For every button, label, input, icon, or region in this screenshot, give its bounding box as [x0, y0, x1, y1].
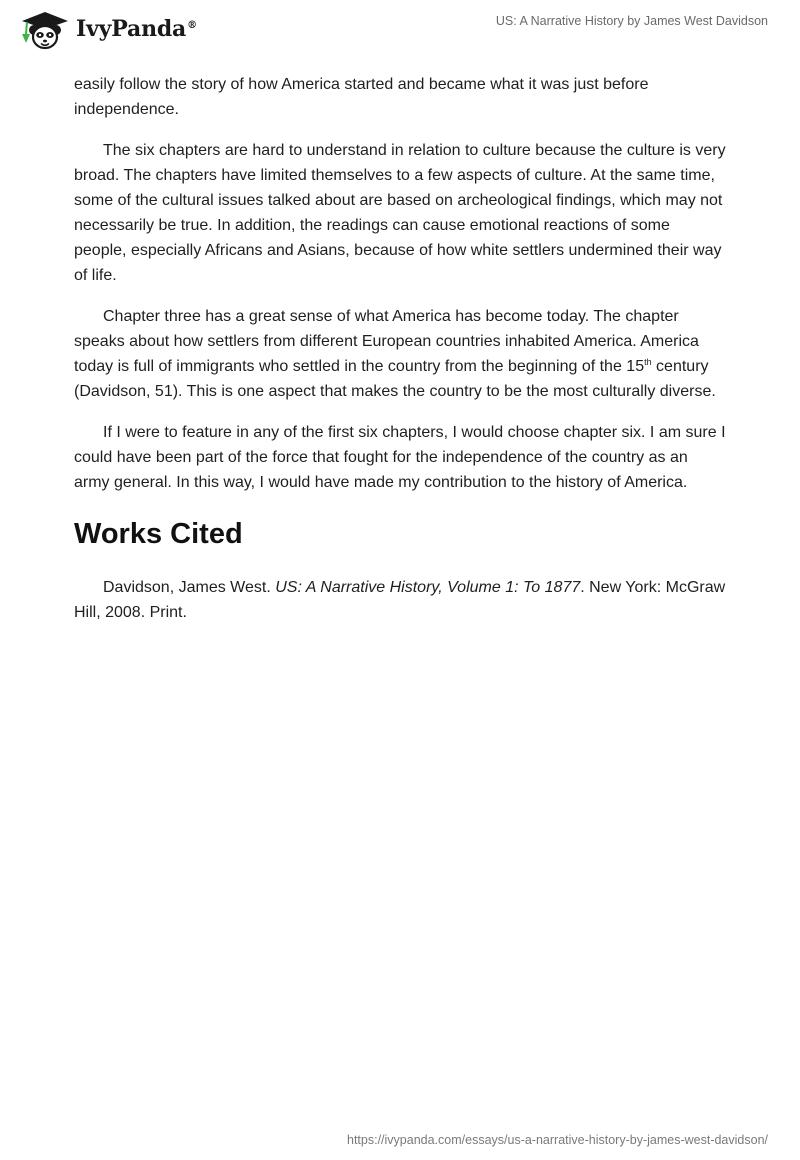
- logo-wordmark: IvyPanda®: [76, 16, 197, 42]
- paragraph: easily follow the story of how America started and became what it was just before independence.: [74, 76, 649, 118]
- citation-entry: Davidson, James West. US: A Narrative History, Volume 1: To 1877. New York: McGraw Hill, 2008. Print.: [74, 579, 726, 621]
- works-cited-heading: Works Cited: [74, 518, 243, 550]
- page-header: [0, 0, 800, 64]
- essay-content: [74, 72, 726, 625]
- panda-graduate-icon: [14, 8, 74, 50]
- paragraph: The six chapters are hard to understand in relation to culture because the culture is very broad. The chapters have limited themselves to a few aspects of culture. At the same time, some of the cultural issues talked about are based on archeological findings, which may not necessarily be true. In addition, the readings can cause emotional reactions of some people, especially Africans and Asians, because of how white settlers undermined their way of life.: [74, 142, 726, 284]
- source-url[interactable]: https://ivypanda.com/essays/us-a-narrative-history-by-james-west-davidson/: [347, 1133, 768, 1147]
- ivypanda-logo[interactable]: [14, 8, 197, 50]
- citation-title: US: A Narrative History, Volume 1: To 1877: [275, 579, 581, 596]
- paragraph: If I were to feature in any of the first six chapters, I would choose chapter six. I am sure I could have been part of the force that fought for the independence of the country as an army general. In this way, I would have made my contribution to the history of America.: [74, 424, 726, 491]
- running-title: US: A Narrative History by James West Davidson: [495, 14, 768, 28]
- paragraph: Chapter three has a great sense of what America has become today. The chapter speaks about how settlers from different European countries inhabited America. America today is full of immigrants who settled in the country from the beginning of the 15th century (Davidson, 51). This is one aspect that makes the country to be the most culturally diverse.: [74, 308, 716, 400]
